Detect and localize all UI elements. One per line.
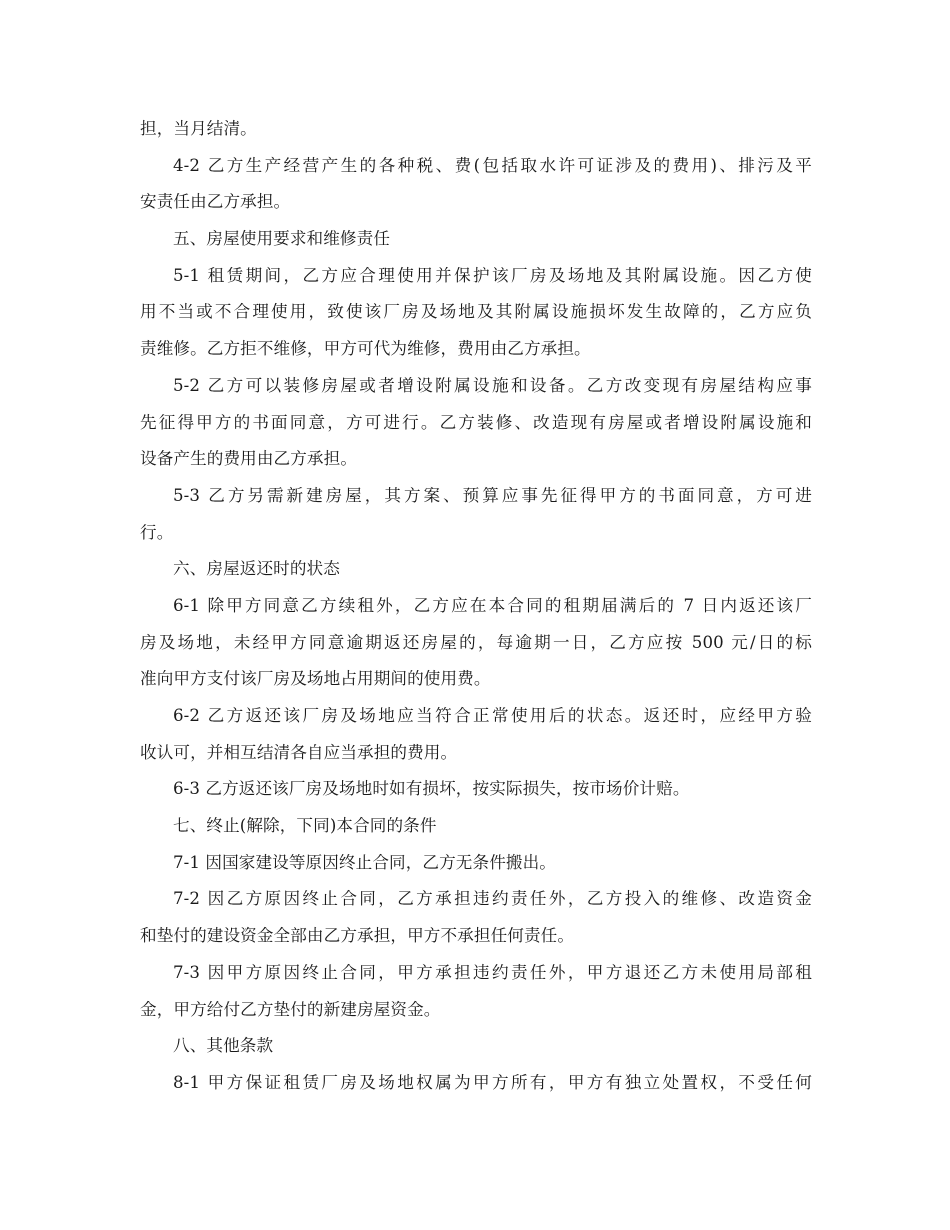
section-heading-8: 八、其他条款: [173, 1036, 274, 1056]
clause-6-1-line-1: 6-1 除甲方同意乙方续租外，乙方应在本合同的租期届满后的 7 日内返还该厂: [173, 595, 812, 615]
clause-5-1-line-2: 用不当或不合理使用，致使该厂房及场地及其附属设施损坏发生故障的，乙方应负: [140, 302, 812, 322]
clause-7-3-line-2: 金，甲方给付乙方垫付的新建房屋资金。: [140, 999, 441, 1019]
text-line-1: 担，当月结清。: [140, 119, 257, 138]
clause-7-3-line-1: 7-3 因甲方原因终止合同，甲方承担违约责任外，甲方退还乙方未使用局部租: [173, 962, 812, 982]
clause-5-3-line-2: 行。: [140, 522, 174, 542]
clause-6-1-line-3: 准向甲方支付该厂房及场地占用期间的使用费。: [140, 669, 491, 689]
clause-6-3-line-1: 6-3 乙方返还该厂房及场地时如有损坏，按实际损失，按市场价计赔。: [173, 779, 690, 799]
clause-5-2-line-2: 先征得甲方的书面同意，方可进行。乙方装修、改造现有房屋或者增设附属设施和: [140, 412, 812, 432]
clause-7-2-line-2: 和垫付的建设资金全部由乙方承担，甲方不承担任何责任。: [140, 926, 575, 946]
clause-4-2-line-2: 安责任由乙方承担。: [140, 192, 291, 212]
clause-6-2-line-2: 收认可，并相互结清各自应当承担的费用。: [140, 742, 458, 762]
clause-4-2-line-1: 4-2 乙方生产经营产生的各种税、费(包括取水许可证涉及的费用)、排污及平: [173, 155, 812, 175]
contract-body-text: [140, 111, 812, 1102]
section-heading-5: 五、房屋使用要求和维修责任: [173, 229, 391, 249]
clause-5-1-line-3: 责维修。乙方拒不维修，甲方可代为维修，费用由乙方承担。: [140, 339, 591, 359]
clause-5-3-line-1: 5-3 乙方另需新建房屋，其方案、预算应事先征得甲方的书面同意，方可进: [173, 485, 812, 505]
clause-5-2-line-1: 5-2 乙方可以装修房屋或者增设附属设施和设备。乙方改变现有房屋结构应事: [173, 375, 812, 395]
clause-5-1-line-1: 5-1 租赁期间，乙方应合理使用并保护该厂房及场地及其附属设施。因乙方使: [173, 265, 812, 285]
clause-5-2-line-3: 设备产生的费用由乙方承担。: [140, 449, 358, 469]
clause-6-1-line-2: 房及场地，未经甲方同意逾期返还房屋的，每逾期一日，乙方应按 500 元/日的标: [140, 632, 812, 652]
clause-7-1-line-1: 7-1 因国家建设等原因终止合同，乙方无条件搬出。: [173, 852, 556, 872]
clause-8-1-line-1: 8-1 甲方保证租赁厂房及场地权属为甲方所有，甲方有独立处置权，不受任何: [173, 1072, 812, 1092]
clause-6-2-line-1: 6-2 乙方返还该厂房及场地应当符合正常使用后的状态。返还时，应经甲方验: [173, 706, 812, 725]
section-heading-7: 七、终止(解除，下同)本合同的条件: [173, 816, 437, 836]
clause-7-2-line-1: 7-2 因乙方原因终止合同，乙方承担违约责任外，乙方投入的维修、改造资金: [173, 889, 812, 909]
section-heading-6: 六、房屋返还时的状态: [173, 559, 340, 579]
